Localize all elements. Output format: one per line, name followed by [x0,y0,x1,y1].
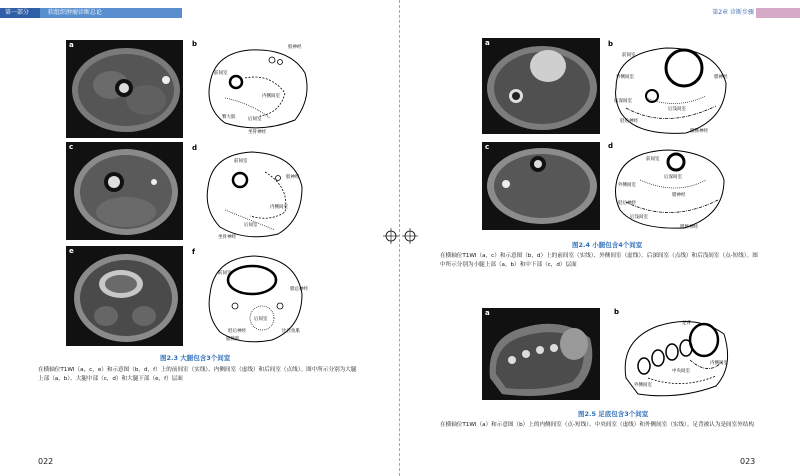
right-header-bar [756,8,800,18]
ann-f-peroneal: 腓总神经 [290,287,308,292]
ann-f-soleus: 比目鱼肌 [282,329,300,334]
schematic-foot [612,306,742,402]
schematic-thigh-upper [190,38,320,138]
ann-leg-b-deep-posterior: 后深间室 [614,99,632,104]
panel-label-e: e [69,247,74,255]
right-page [402,0,800,476]
registration-mark-left-icon [383,228,399,244]
ann-foot-central: 中央间室 [672,369,690,374]
mri-leg-upper [482,38,600,134]
page-number-left: 022 [38,457,54,466]
mri-thigh-upper [66,40,183,138]
ann-b-sciatic: 坐骨神经 [248,130,266,135]
page-spine [399,0,400,476]
panel-label-b: b [192,40,198,48]
panel-label-a-bottom: a [485,309,490,317]
header-chapter-title: 第2章 诊断步骤 [712,9,754,16]
ann-leg-d-sural-nerve: 腓肠神经 [680,225,698,230]
figure-2-4-body: 在横轴位T1WI（a，c）和示意图（b，d）上的前间室（实线）、外侧间室（虚线）、后深间室（点线）和后浅间室（点-短线）。图中所示分别为小腿上部（a，b）和中下部（c，d）层面 [440,253,758,268]
ann-d-femoral-nerve: 股神经 [286,175,300,180]
figure-2-5-caption: 图2.5 足底包含3个间室 [578,410,649,418]
panel-label-c-top: c [485,143,490,151]
mri-thigh-lower [66,246,183,346]
mri-leg-lower [482,142,600,230]
panel-label-b-bottom: b [614,308,620,316]
left-page [0,0,398,476]
ann-f-tibial: 胫后神经 [228,329,246,334]
mri-foot [482,308,600,400]
ann-leg-b-lateral: 外侧间室 [616,75,634,80]
page-number-right: 023 [740,457,756,466]
ann-f-anterior: 前间室 [218,271,232,276]
panel-label-a: a [69,41,74,49]
ann-foot-lateral: 外侧间室 [634,383,652,388]
ann-leg-d-peroneal-nerve: 腓神经 [672,193,686,198]
schematic-thigh-lower [190,246,320,346]
header-title: 软组织肿瘤诊断总论 [48,9,103,16]
ann-b-medial: 内侧间室 [262,94,280,99]
figure-2-3-body: 在横轴位T1WI（a，c，e）和示意图（b，d，f）上的前间室（实线）、内侧间室（虚线）和后间室（点线）。图中所示分别为大腿上部（a，b）、大腿中部（c，d）和大腿下部（e，f）层面 [38,367,357,382]
ann-leg-b-tibial-nerve: 胫后神经 [620,119,638,124]
panel-label-d-top: d [608,142,614,150]
ann-d-posterior: 后间室 [244,223,258,228]
figure-2-3-caption: 图2.3 大腿包含3个间室 [160,354,231,362]
left-header-bar [0,8,182,18]
ann-leg-b-peroneal-nerve: 腓神经 [714,75,728,80]
panel-label-b-top: b [608,40,614,48]
figure-2-5-body: 在横轴位T1WI（a）和示意图（b）上的内侧间室（点-短线）、中央间室（虚线）和外侧间室（实线）。足背被认为是间室外结构 [440,422,755,428]
header-part: 第一部分 [5,9,30,16]
ann-d-sciatic: 坐骨神经 [218,235,236,240]
ann-b-femoral-nerve: 股神经 [288,45,302,50]
panel-label-c: c [69,143,74,151]
mri-thigh-middle [66,142,183,240]
ann-leg-d-deep-posterior: 后深间室 [664,175,682,180]
ann-f-posterior: 后间室 [254,317,268,322]
panel-label-d: d [192,144,198,152]
ann-d-anterior: 前间室 [234,159,248,164]
ann-b-posterior: 后间室 [248,117,262,122]
ann-leg-d-superficial-posterior: 后浅间室 [630,215,648,220]
ann-leg-b-superficial-posterior: 后浅间室 [668,107,686,112]
ann-d-medial: 内侧间室 [270,205,288,210]
ann-leg-b-sural-nerve: 腓肠神经 [690,129,708,134]
ann-leg-b-anterior: 前间室 [622,53,636,58]
schematic-leg-upper [606,38,736,138]
ann-leg-d-lateral: 外侧间室 [618,183,636,188]
ann-leg-d-tibial-nerve: 胫后神经 [618,201,636,206]
ann-foot-medial: 内侧间室 [710,361,728,366]
panel-label-f: f [192,248,196,256]
ann-foot-dorsum: 足背 [682,321,691,326]
right-header [710,8,800,18]
schematic-leg-lower [606,140,736,234]
panel-label-a-top: a [485,39,490,47]
ann-leg-d-anterior: 前间室 [646,157,660,162]
schematic-thigh-middle [190,142,320,242]
figure-2-4-caption: 图2.4 小腿包含4个间室 [572,241,643,249]
ann-b-gluteus: 臀大肌 [222,115,236,120]
ann-f-gastrocnemius: 腓肠肌 [226,337,240,342]
ann-b-anterior: 前间室 [214,71,228,76]
